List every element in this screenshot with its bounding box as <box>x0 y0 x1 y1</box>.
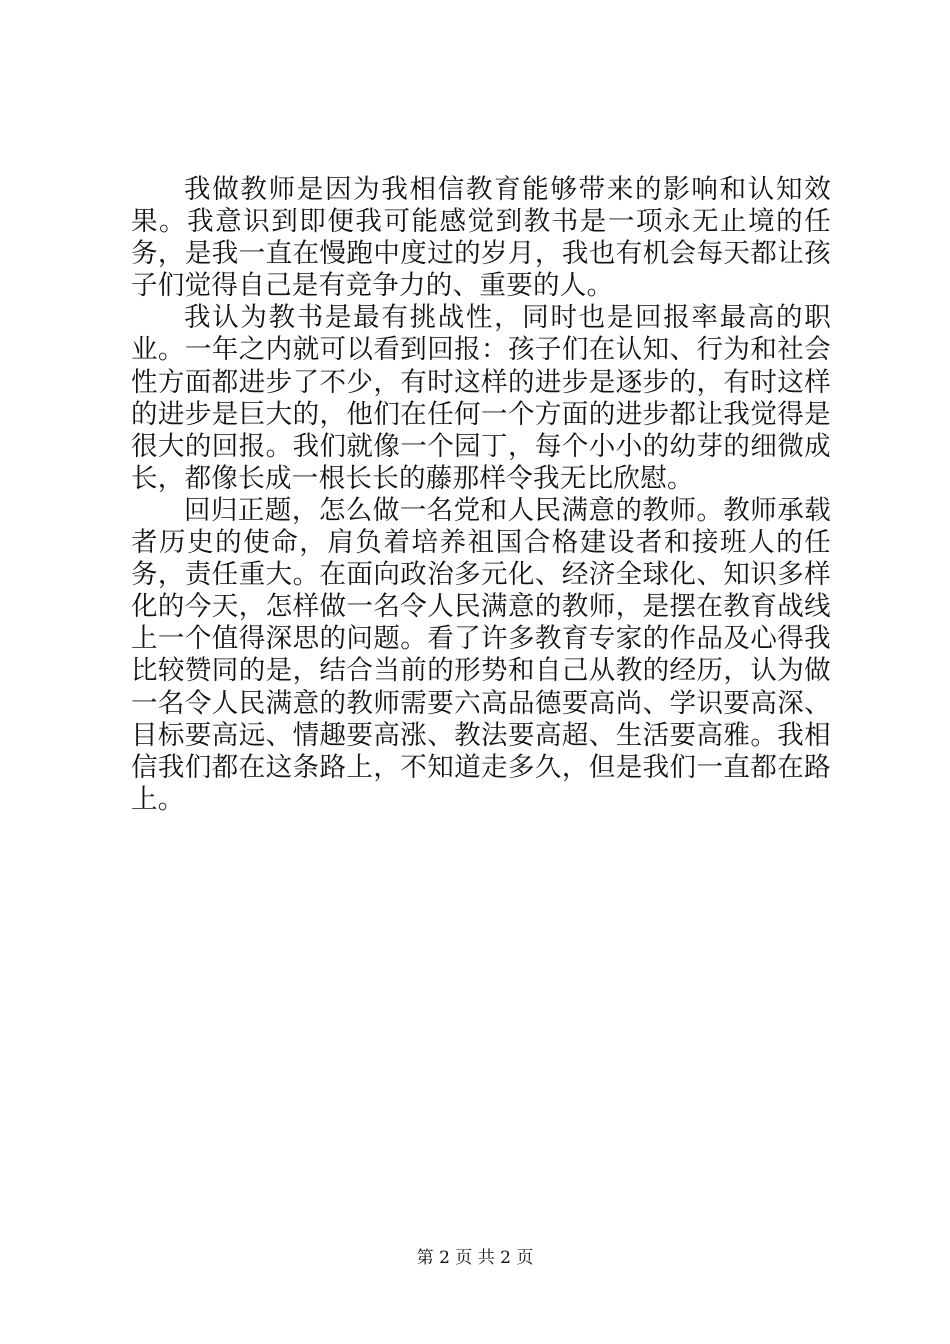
paragraph-2: 我认为教书是最有挑战性，同时也是回报率最高的职业。一年之内就可以看到回报：孩子们在认知、行为和社会性方面都进步了不少，有时这样的进步是逐步的，有时这样的进步是巨大的，他们在任何一个方面的进步都让我觉得是很大的回报。我们就像一个园丁，每个小小的幼芽的细微成长，都像长成一根长长的藤那样令我无比欣慰。 <box>131 302 831 494</box>
paragraph-1: 我做教师是因为我相信教育能够带来的影响和认知效果。我意识到即便我可能感觉到教书是一项永无止境的任务，是我一直在慢跑中度过的岁月，我也有机会每天都让孩子们觉得自己是有竞争力的、重要的人。 <box>131 174 831 302</box>
document-body <box>131 174 831 816</box>
page-number-footer: 第 2 页 共 2 页 <box>416 1248 534 1268</box>
paragraph-3: 回归正题，怎么做一名党和人民满意的教师。教师承载者历史的使命，肩负着培养祖国合格建设者和接班人的任务，责任重大。在面向政治多元化、经济全球化、知识多样化的今天，怎样做一名令人民满意的教师，是摆在教育战线上一个值得深思的问题。看了许多教育专家的作品及心得我比较赞同的是，结合当前的形势和自己从教的经历，认为做一名令人民满意的教师需要六高品德要高尚、学识要高深、目标要高远、情趣要高涨、教法要高超、生活要高雅。我相信我们都在这条路上，不知道走多久，但是我们一直都在路上。 <box>131 494 831 815</box>
